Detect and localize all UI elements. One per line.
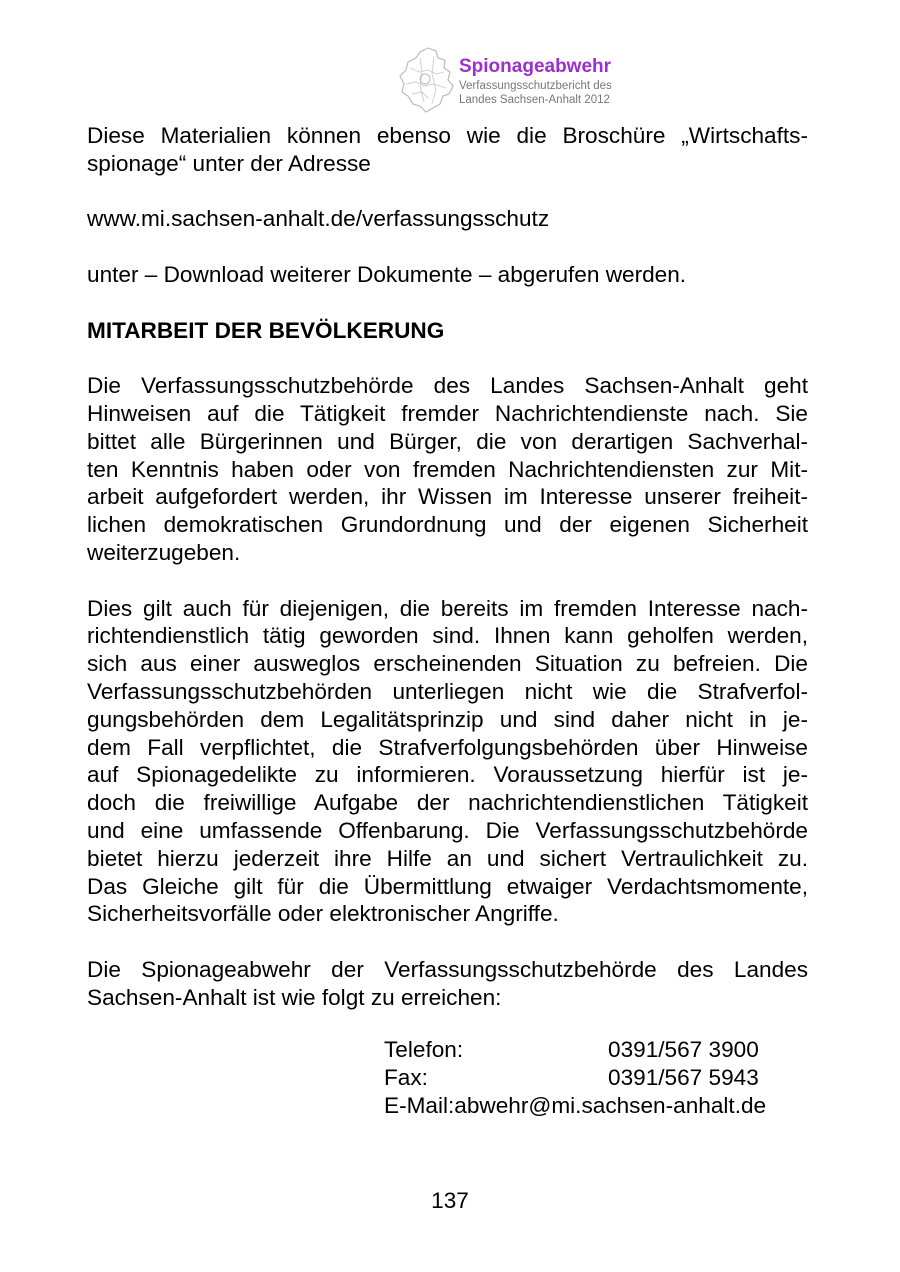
- paragraph-line: Dies gilt auch für diejenigen, die bereits im fremden Interesse nach-: [87, 595, 808, 621]
- brand-title: Spionageabwehr: [459, 56, 612, 77]
- paragraph-line: Hinweisen auf die Tätigkeit fremder Nachrichtendienste nach. Sie: [87, 400, 808, 426]
- paragraph-line: dem Fall verpflichtet, die Strafverfolgungsbehörden über Hinweise: [87, 734, 808, 760]
- paragraph-line: Die Spionageabwehr der Verfassungsschutzbehörde des Landes: [87, 956, 808, 982]
- paragraph-line: Verfassungsschutzbehörden unterliegen nicht wie die Strafverfol-: [87, 678, 808, 704]
- paragraph-line: Die Verfassungsschutzbehörde des Landes Sachsen-Anhalt geht: [87, 373, 808, 399]
- paragraph-line: bittet alle Bürgerinnen und Bürger, die von derartigen Sachverhal-: [87, 428, 808, 454]
- intro-download-line: unter – Download weiterer Dokumente – abgerufen werden.: [87, 261, 687, 287]
- header-subtitle-line2: Landes Sachsen-Anhalt 2012: [459, 94, 610, 106]
- paragraph-line: sich aus einer ausweglos erscheinenden Situation zu befreien. Die: [87, 651, 808, 677]
- page-number: 137: [431, 1188, 469, 1213]
- intro-url: www.mi.sachsen-anhalt.de/verfassungsschutz: [87, 206, 550, 232]
- paragraph-line: weiterzugeben.: [87, 539, 241, 565]
- paragraph-1: [87, 372, 808, 567]
- paragraph-line: auf Spionagedelikte zu informieren. Voraussetzung hierfür ist je-: [87, 762, 808, 788]
- paragraph-2: [87, 595, 808, 929]
- paragraph-line: lichen demokratischen Grundordnung und der eigenen Sicherheit: [87, 512, 808, 538]
- paragraph-line: doch die freiwillige Aufgabe der nachrichtendienstlichen Tätigkeit: [87, 790, 808, 816]
- paragraph-line: gungsbehörden dem Legalitätsprinzip und sind daher nicht in je-: [87, 706, 808, 732]
- paragraph-3: [87, 956, 808, 1012]
- header-subtitle-line1: Verfassungsschutzbericht des: [459, 80, 612, 92]
- fax-value: 0391/567 5943: [608, 1064, 759, 1090]
- section-heading: MITARBEIT DER BEVÖLKERUNG: [87, 317, 445, 343]
- paragraph-line: Sicherheitsvorfälle oder elektronischer Angriffe.: [87, 901, 559, 927]
- paragraph-line: und eine umfassende Offenbarung. Die Verfassungsschutzbehörde: [87, 817, 808, 843]
- paragraph-line: arbeit aufgefordert werden, ihr Wissen im Interesse unserer freiheit-: [87, 484, 808, 510]
- page-header: [398, 46, 658, 116]
- phone-label: Telefon:: [384, 1037, 464, 1062]
- paragraph-line: Das Gleiche gilt für die Übermittlung etwaiger Verdachtsmomente,: [87, 873, 808, 899]
- paragraph-line: ten Kenntnis haben oder von fremden Nachrichtendiensten zur Mit-: [87, 456, 808, 482]
- phone-value: 0391/567 3900: [608, 1037, 759, 1062]
- intro-line1: Diese Materialien können ebenso wie die Broschüre „Wirtschafts-: [87, 123, 808, 148]
- fax-label: Fax:: [384, 1064, 428, 1090]
- page-content: [87, 122, 808, 1012]
- paragraph-line: Sachsen-Anhalt ist wie folgt zu erreichen:: [87, 984, 502, 1010]
- intro-line2: spionage“ unter der Adresse: [87, 150, 371, 176]
- paragraph-line: richtendienstlich tätig geworden sind. Ihnen kann geholfen werden,: [87, 623, 808, 649]
- paragraph-line: bietet hierzu jederzeit ihre Hilfe an und sichert Vertraulichkeit zu.: [87, 845, 808, 871]
- saxony-anhalt-map-icon: [398, 46, 456, 114]
- email-line: E-Mail:abwehr@mi.sachsen-anhalt.de: [384, 1092, 767, 1118]
